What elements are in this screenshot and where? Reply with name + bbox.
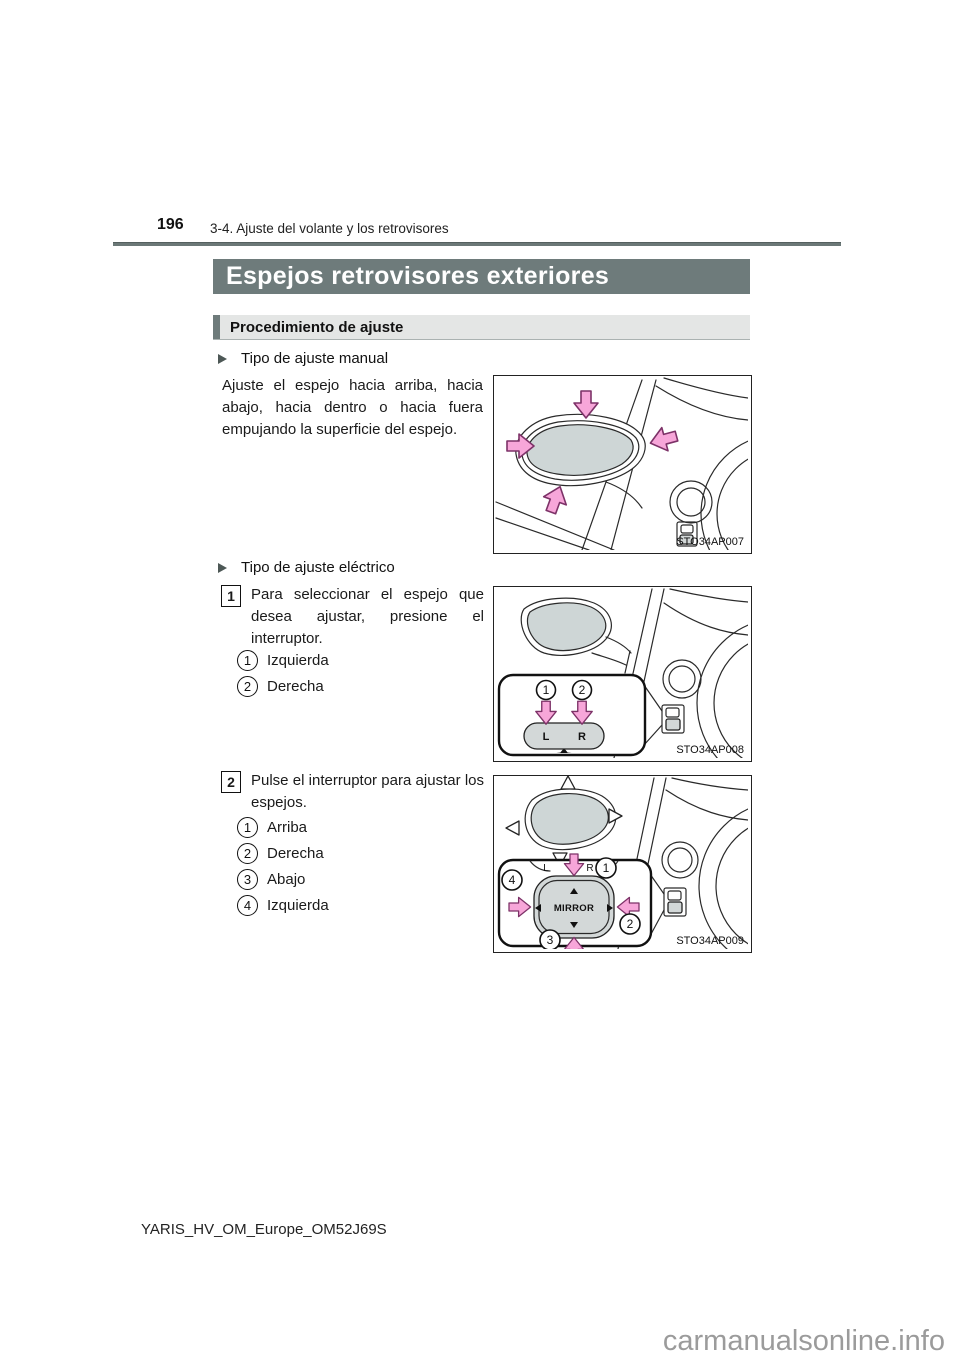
- figure-1-code: STO34AP007: [676, 536, 744, 548]
- section-heading-bar: [213, 315, 750, 340]
- callout-number-2: 2: [578, 683, 586, 697]
- pad-left-label: L: [543, 863, 549, 874]
- manual-paragraph: Ajuste el espejo hacia arriba, hacia abajo, hacia dentro o hacia fuera empujando la superficie del espejo.: [222, 377, 483, 438]
- switch-right-label: R: [578, 731, 586, 743]
- mirror-pad-label: MIRROR: [553, 903, 595, 914]
- circled-number: 1: [237, 650, 258, 671]
- bullet-electric-type: [218, 559, 395, 576]
- callout-number-2: 2: [626, 917, 634, 931]
- push-arrow-right-icon: [647, 425, 679, 455]
- figure-1-illustration: [494, 376, 748, 550]
- title-banner: [213, 259, 750, 294]
- figure-adjust-switch: [493, 775, 752, 953]
- list-item: 2 Derecha: [237, 843, 324, 864]
- callout-number-3: 3: [546, 933, 554, 947]
- list-item: 1 Izquierda: [237, 650, 329, 671]
- figure-3-illustration: [494, 776, 748, 949]
- step-2: [221, 770, 484, 814]
- step-2-number-badge: 2: [221, 771, 241, 793]
- step-1-number-badge: 1: [221, 585, 241, 607]
- figure-select-switch: [493, 586, 752, 762]
- list-item: 4 Izquierda: [237, 895, 329, 916]
- triangle-bullet-icon: [218, 563, 227, 573]
- push-arrow-bottom-icon: [540, 483, 572, 517]
- circled-number: 2: [237, 843, 258, 864]
- step-2-text: Pulse el interruptor para ajustar los espejos.: [251, 772, 484, 811]
- circled-number: 4: [237, 895, 258, 916]
- callout-number-4: 4: [508, 873, 516, 887]
- list-item: 2 Derecha: [237, 676, 324, 697]
- step-1: [221, 584, 484, 650]
- watermark: carmanualsonline.info: [662, 1325, 945, 1357]
- list-item: 1 Arriba: [237, 817, 307, 838]
- circled-number: 2: [237, 676, 258, 697]
- figure-3-code: STO34AP009: [676, 935, 744, 947]
- triangle-bullet-icon: [218, 354, 227, 364]
- figure-manual-adjust: [493, 375, 752, 554]
- callout-number-1: 1: [542, 683, 550, 697]
- document-code-footer: YARIS_HV_OM_Europe_OM52J69S: [141, 1221, 387, 1238]
- chapter-header: 3-4. Ajuste del volante y los retrovisores: [210, 221, 449, 236]
- header-rule: [113, 242, 841, 246]
- page-title: Espejos retrovisores exteriores: [226, 262, 610, 290]
- figure-2-illustration: [494, 587, 748, 758]
- page-number: 196: [157, 216, 184, 233]
- switch-left-label: L: [542, 731, 550, 743]
- callout-number-1: 1: [602, 861, 610, 875]
- figure-2-code: STO34AP008: [676, 744, 744, 756]
- bullet-manual-type: [218, 350, 388, 367]
- section-accent-bar: [213, 315, 220, 339]
- section-heading: Procedimiento de ajuste: [230, 318, 404, 336]
- step-1-text: Para seleccionar el espejo que desea ajustar, presione el interruptor.: [251, 586, 484, 647]
- list-item: 3 Abajo: [237, 869, 305, 890]
- circled-number: 1: [237, 817, 258, 838]
- bullet-electric-label: Tipo de ajuste eléctrico: [241, 559, 395, 576]
- circled-number: 3: [237, 869, 258, 890]
- bullet-manual-label: Tipo de ajuste manual: [241, 350, 389, 367]
- pad-right-label: R: [586, 863, 594, 874]
